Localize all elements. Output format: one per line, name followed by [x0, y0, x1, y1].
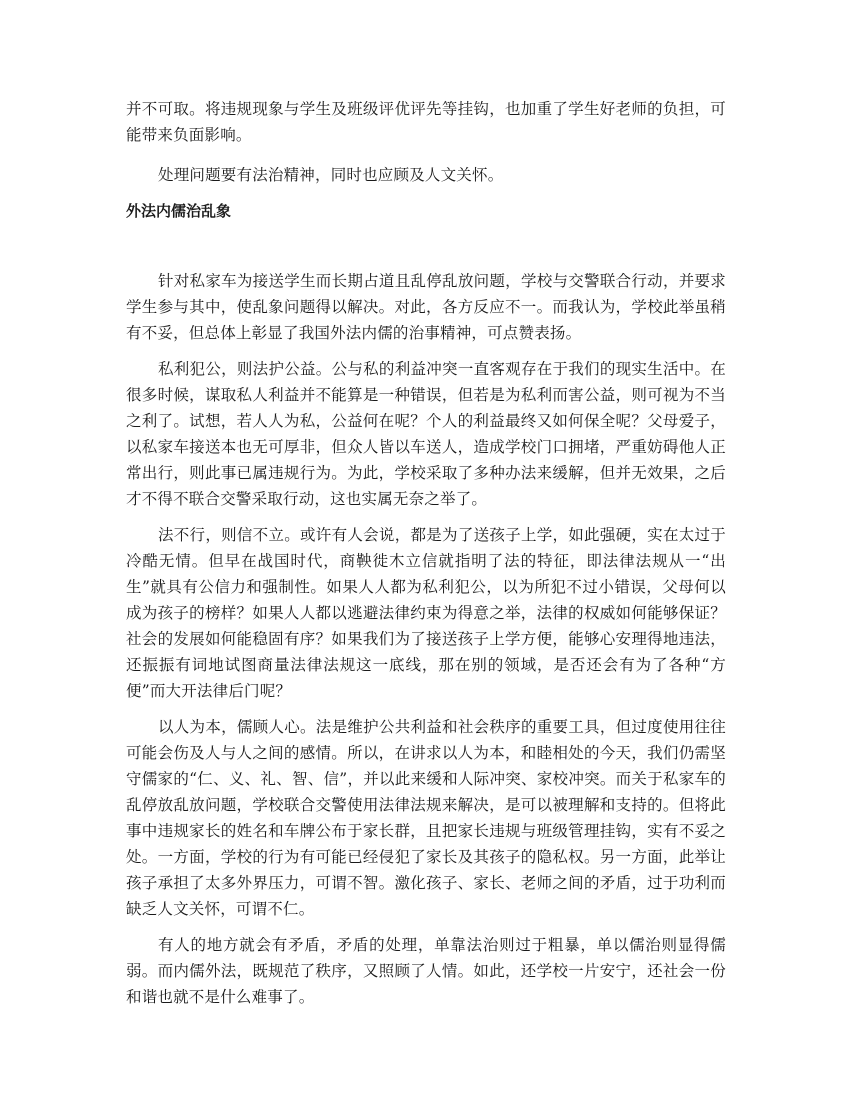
essay-title: 外法内儒治乱象 — [126, 202, 232, 220]
essay-paragraph-4: 以人为本，儒顾人心。法是维护公共利益和社会秩序的重要工具，但过度使用往往可能会伤及人与人之间的感情。所以，在讲求以人为本，和睦相处的今天，我们仍需坚守儒家的“仁、义、礼、智、信”，并以此来缓和人际冲突、家校冲突。而关于私家车的乱停放乱放问题，学校联合交警使用法律法规来解决，是可以被理解和支持的。但将此事中违规家长的姓名和车牌公布于家长群，且把家长违规与班级管理挂钩，实有不妥之处。一方面，学校的行为有可能已经侵犯了家长及其孩子的隐私权。另一方面，此举让孩子承担了太多外界压力，可谓不智。激化孩子、家长、老师之间的矛盾，过于功利而缺乏人文关怀，可谓不仁。 — [126, 718, 726, 918]
document-page — [126, 96, 726, 1010]
essay-paragraph-5: 有人的地方就会有矛盾，矛盾的处理，单靠法治则过于粗暴，单以儒治则显得儒弱。而内儒外法，既规范了秩序，又照顾了人情。如此，还学校一片安宁，还社会一份和谐也就不是什么难事了。 — [126, 936, 726, 1006]
closing-paragraph: 处理问题要有法治精神，同时也应顾及人文关怀。 — [158, 166, 504, 184]
continued-paragraph: 并不可取。将违规现象与学生及班级评优评先等挂钩，也加重了学生好老师的负担，可能带来负面影响。 — [126, 100, 726, 144]
essay-paragraph-2: 私利犯公，则法护公益。公与私的利益冲突一直客观存在于我们的现实生活中。在很多时候，谋取私人利益并不能算是一种错误，但若是为私利而害公益，则可视为不当之利了。试想，若人人为私，公益何在呢？个人的利益最终又如何保全呢？父母爱子，以私家车接送本也无可厚非，但众人皆以车送人，造成学校门口拥堵，严重妨碍他人正常出行，则此事已属违规行为。为此，学校采取了多种办法来缓解，但并无效果，之后才不得不联合交警采取行动，这也实属无奈之举了。 — [126, 360, 726, 508]
essay-paragraph-3: 法不行，则信不立。或许有人会说，都是为了送孩子上学，如此强硬，实在太过于冷酷无情。但早在战国时代，商鞅徙木立信就指明了法的特征，即法律法规从一“出生”就具有公信力和强制性。如果人人都为私利犯公，以为所犯不过小错误，父母何以成为孩子的榜样？如果人人都以逃避法律约束为得意之举，法律的权威如何能够保证？社会的发展如何能稳固有序？如果我们为了接送孩子上学方便，能够心安理得地违法，还振振有词地试图商量法律法规这一底线，那在别的领域，是否还会有为了各种“方便”而大开法律后门呢？ — [126, 526, 726, 700]
essay-paragraph-1: 针对私家车为接送学生而长期占道且乱停乱放问题，学校与交警联合行动，并要求学生参与其中，使乱象问题得以解决。对此，各方反应不一。而我认为，学校此举虽稍有不妥，但总体上彰显了我国外法内儒的治事精神，可点赞表扬。 — [126, 272, 726, 342]
